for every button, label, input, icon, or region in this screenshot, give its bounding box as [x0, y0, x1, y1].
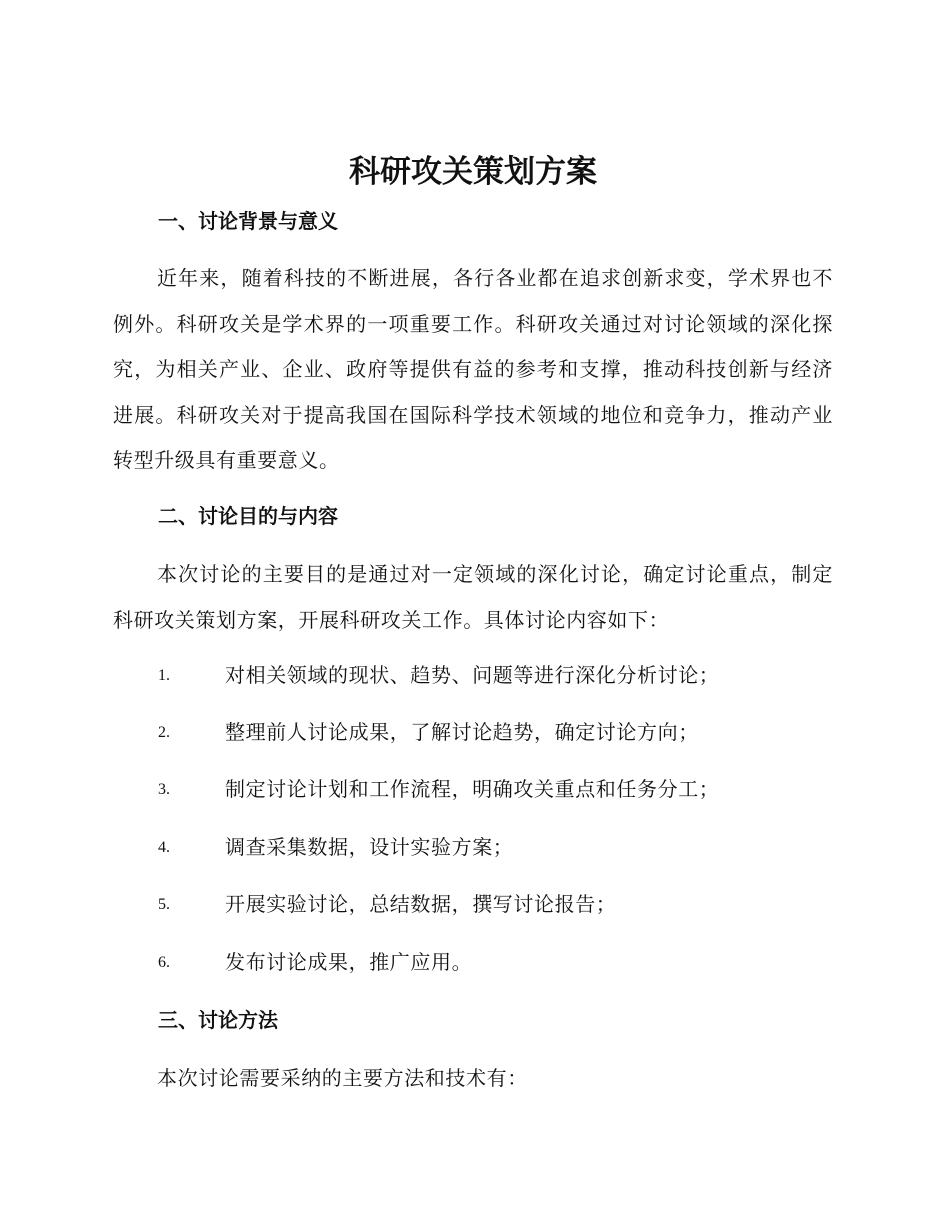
list-item-text: 发布讨论成果，推广应用。 [225, 950, 473, 974]
list-item-number: 2. [158, 724, 170, 741]
list-item [158, 889, 833, 919]
list-item [158, 660, 833, 690]
list-item-number: 6. [158, 954, 170, 971]
list-item-text: 对相关领域的现状、趋势、问题等进行深化分析讨论； [225, 663, 720, 687]
section-heading-background: 一、讨论背景与意义 [158, 209, 338, 233]
list-item [158, 774, 833, 804]
list-item-number: 4. [158, 839, 170, 856]
list-item-number: 1. [158, 667, 170, 684]
section-heading-methods: 三、讨论方法 [158, 1008, 278, 1032]
paragraph-objectives: 本次讨论的主要目的是通过对一定领域的深化讨论，确定讨论重点，制定科研攻关策划方案，开展科研攻关工作。具体讨论内容如下： [113, 562, 833, 632]
list-item [158, 947, 833, 977]
list-item [158, 717, 833, 747]
section-heading-objectives: 二、讨论目的与内容 [158, 504, 338, 528]
paragraph-methods: 本次讨论需要采纳的主要方法和技术有： [157, 1066, 528, 1090]
list-item-text: 开展实验讨论，总结数据，撰写讨论报告； [225, 892, 617, 916]
list-item-number: 3. [158, 781, 170, 798]
paragraph-background: 近年来，随着科技的不断进展，各行各业都在追求创新求变，学术界也不例外。科研攻关是学术界的一项重要工作。科研攻关通过对讨论领域的深化探究，为相关产业、企业、政府等提供有益的参考和支撑，推动科技创新与经济进展。科研攻关对于提高我国在国际科学技术领域的地位和竞争力，推动产业转型升级具有重要意义。 [113, 266, 833, 472]
list-item-text: 制定讨论计划和工作流程，明确攻关重点和任务分工； [225, 777, 720, 801]
list-item-text: 整理前人讨论成果，了解讨论趋势，确定讨论方向； [225, 720, 699, 744]
list-item-number: 5. [158, 896, 170, 913]
list-item [158, 832, 833, 862]
list-item-text: 调查采集数据，设计实验方案； [225, 835, 514, 859]
document-title: 科研攻关策划方案 [349, 154, 597, 190]
